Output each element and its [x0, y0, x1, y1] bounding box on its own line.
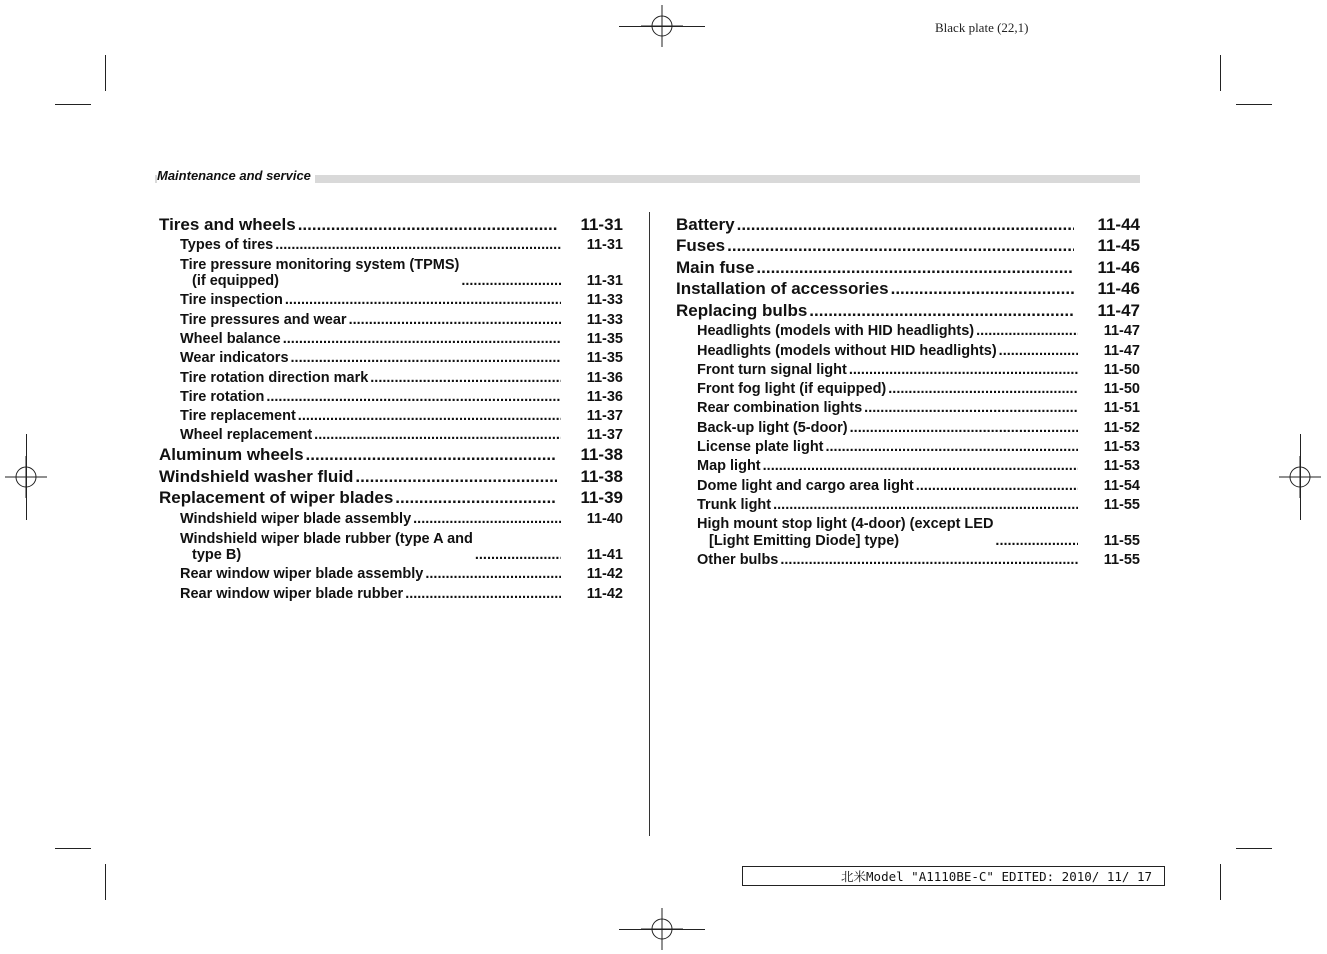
dot-leader: [298, 408, 561, 425]
toc-entry-title: [676, 300, 807, 321]
crop-mark: [1300, 434, 1301, 520]
toc-entry[interactable]: [159, 566, 623, 583]
toc-entry-title: [697, 343, 997, 360]
toc-entry-text: Back-up light (5-door): [697, 419, 848, 436]
toc-entry-page: 11-31: [586, 273, 623, 290]
toc-entry[interactable]: [676, 497, 1140, 514]
edition-footer: 北米Model "A1110BE-C" EDITED: 2010/ 11/ 17: [742, 866, 1165, 886]
toc-entry[interactable]: [676, 256, 1140, 278]
dot-leader: [413, 511, 561, 528]
toc-entry-page: 11-37: [586, 427, 623, 444]
toc-entry[interactable]: [676, 516, 1140, 549]
toc-entry-title: [697, 323, 974, 340]
toc-entry-label: [180, 312, 561, 329]
toc-entry-text: Installation of accessories: [676, 279, 889, 298]
toc-entry-text: Dome light and cargo area light: [697, 477, 914, 494]
toc-entry-label: [159, 214, 557, 235]
toc-entry[interactable]: [676, 400, 1140, 417]
toc-entry-text: Windshield wiper blade assembly: [180, 511, 412, 528]
toc-entry-page: 11-31: [586, 237, 623, 254]
toc-entry-page: 11-46: [1097, 279, 1140, 298]
toc-entry-label: [180, 257, 561, 290]
section-title: Maintenance and service: [157, 168, 315, 183]
toc-entry-text: Windshield wiper blade rubber (type A and: [180, 530, 473, 547]
toc-entry-text: Windshield washer fluid: [159, 466, 354, 486]
plate-label: Black plate (22,1): [935, 20, 1029, 35]
dot-leader: [850, 420, 1078, 437]
dot-leader: [395, 487, 557, 508]
crop-mark: [619, 929, 705, 930]
toc-entry-page: 11-55: [1103, 552, 1140, 569]
toc-entry-continuation: [Light Emitting Diode] type): [709, 532, 900, 549]
toc-entry-page: 11-35: [586, 350, 623, 367]
toc-left-column: [159, 213, 623, 602]
dot-leader: [283, 331, 561, 348]
dot-leader: [826, 439, 1079, 456]
toc-entry-title: [180, 408, 296, 425]
toc-entry-label: [159, 466, 557, 487]
toc-entry-title: [180, 312, 347, 329]
toc-entry-page: 11-55: [1103, 532, 1140, 549]
toc-entry-title: [180, 237, 273, 254]
toc-entry[interactable]: [159, 213, 623, 235]
toc-entry-label: [180, 389, 561, 406]
toc-entry-page: 11-55: [1103, 496, 1140, 513]
toc-entry-text: Headlights (models without HID headlights): [697, 342, 997, 359]
toc-entry[interactable]: [159, 408, 623, 425]
toc-entry-label: [676, 278, 1074, 299]
toc-entry-page: 11-47: [1103, 323, 1140, 340]
dot-leader: [864, 400, 1078, 417]
toc-entry-text: Front turn signal light: [697, 361, 847, 378]
toc-entry-label: [676, 300, 1074, 321]
dot-leader: [809, 300, 1074, 321]
toc-entry-text: Aluminum wheels: [159, 445, 304, 465]
toc-entry-label: [697, 516, 1078, 549]
toc-entry-title: [697, 381, 886, 398]
toc-entry-label: [676, 235, 1074, 256]
dot-leader: [266, 389, 561, 406]
toc-entry-label: [159, 487, 557, 508]
toc-entry-label: [697, 343, 1078, 360]
toc-entry-label: [180, 331, 561, 348]
toc-entry-title: [180, 531, 473, 564]
toc-entry-title: [180, 292, 283, 309]
toc-entry-title: [697, 552, 778, 569]
toc-entry[interactable]: [676, 362, 1140, 379]
dot-leader: [780, 552, 1078, 569]
toc-entry-label: [180, 237, 561, 254]
toc-entry-page: 11-45: [1097, 236, 1140, 255]
dot-leader: [849, 362, 1078, 379]
toc-entry-title: [676, 235, 725, 256]
toc-entry-text: Wear indicators: [180, 350, 289, 367]
toc-entry[interactable]: [676, 478, 1140, 495]
toc-entry-page: 11-39: [580, 488, 623, 508]
dot-leader: [405, 586, 561, 603]
dot-leader: [763, 458, 1078, 475]
toc-entry-title: [676, 278, 889, 299]
toc-entry-page: 11-47: [1097, 300, 1140, 320]
toc-entry-title: [697, 400, 862, 417]
dot-leader: [888, 381, 1078, 398]
toc-entry-title: [180, 331, 281, 348]
crop-mark: [26, 434, 27, 520]
toc-entry-label: [697, 497, 1078, 514]
dot-leader: [314, 427, 561, 444]
toc-entry-text: Replacing bulbs: [676, 300, 808, 320]
toc-entry-label: [180, 586, 561, 603]
toc-entry-page: 11-38: [580, 466, 623, 486]
dot-leader: [727, 235, 1074, 256]
toc-entry-label: [180, 350, 561, 367]
dot-leader: [999, 343, 1078, 360]
toc-entry-text: Front fog light (if equipped): [697, 381, 887, 398]
toc-entry[interactable]: [159, 444, 623, 466]
dot-leader: [355, 466, 557, 487]
toc-entry-page: 11-40: [586, 511, 623, 528]
crop-mark: [619, 26, 705, 27]
toc-entry-label: [697, 420, 1078, 437]
toc-entry-label: [697, 478, 1078, 495]
toc-entry-title: [159, 466, 353, 487]
toc-entry-text: Types of tires: [180, 237, 274, 254]
toc-entry-title: [180, 566, 423, 583]
toc-entry[interactable]: [159, 257, 623, 290]
toc-entry-title: [159, 487, 393, 508]
toc-entry-text: Replacement of wiper blades: [159, 488, 394, 508]
toc-entry-text: Tire rotation: [180, 388, 265, 405]
toc-entry-page: 11-31: [580, 214, 623, 234]
toc-entry-page: 11-42: [586, 585, 623, 602]
toc-entry[interactable]: [676, 458, 1140, 475]
toc-entry-page: 11-51: [1103, 400, 1140, 417]
toc-entry-text: Tire pressures and wear: [180, 311, 347, 328]
toc-entry-title: [180, 389, 264, 406]
toc-entry-label: [676, 257, 1074, 278]
toc-entry[interactable]: [676, 323, 1140, 340]
toc-entry-label: [697, 552, 1078, 569]
toc-entry-page: 11-42: [586, 566, 623, 583]
toc-entry-page: 11-36: [586, 369, 623, 386]
dot-leader: [370, 370, 561, 387]
toc-entry-text: Tire inspection: [180, 292, 283, 309]
toc-entry-title: [697, 458, 761, 475]
toc-entry[interactable]: [159, 350, 623, 367]
toc-entry-text: Battery: [676, 214, 735, 234]
toc-entry-title: [697, 439, 824, 456]
toc-entry-label: [697, 400, 1078, 417]
toc-entry-label: [697, 439, 1078, 456]
toc-entry-title: [180, 257, 459, 290]
toc-entry-text: Rear combination lights: [697, 400, 863, 417]
toc-entry-label: [676, 214, 1074, 235]
toc-entry-page: 11-52: [1103, 419, 1140, 436]
toc-entry[interactable]: [676, 343, 1140, 360]
column-divider: [649, 212, 650, 836]
toc-entry-title: [180, 511, 411, 528]
toc-entry-text: Fuses: [676, 236, 726, 255]
toc-entry-page: 11-47: [1103, 342, 1140, 359]
toc-entry[interactable]: [159, 331, 623, 348]
toc-entry-label: [180, 370, 561, 387]
dot-leader: [737, 214, 1074, 235]
toc-entry-text: High mount stop light (4-door) (except LED: [697, 516, 994, 533]
toc-right-column: [676, 213, 1140, 569]
toc-entry-text: Headlights (models with HID headlights): [697, 323, 975, 340]
dot-leader: [756, 257, 1074, 278]
toc-entry-text: Tire replacement: [180, 408, 296, 425]
crop-mark: [1220, 864, 1221, 900]
toc-entry-continuation: (if equipped): [192, 273, 279, 290]
toc-entry[interactable]: [159, 487, 623, 509]
toc-entry[interactable]: [159, 427, 623, 444]
toc-entry-label: [697, 323, 1078, 340]
dot-leader: [475, 547, 561, 564]
toc-entry-text: Rear window wiper blade assembly: [180, 566, 424, 583]
toc-entry-text: Wheel replacement: [180, 427, 313, 444]
toc-entry-title: [697, 420, 848, 437]
toc-entry-page: 11-37: [586, 408, 623, 425]
toc-entry-page: 11-33: [586, 311, 623, 328]
toc-entry-label: [180, 566, 561, 583]
toc-entry-page: 11-44: [1097, 214, 1140, 234]
toc-entry-text: Tire pressure monitoring system (TPMS): [180, 256, 460, 273]
toc-entry-text: Wheel balance: [180, 330, 281, 347]
toc-entry-title: [180, 370, 368, 387]
toc-entry-text: Rear window wiper blade rubber: [180, 585, 404, 602]
toc-entry[interactable]: [159, 370, 623, 387]
toc-entry-text: Trunk light: [697, 496, 772, 513]
toc-entry-text: Map light: [697, 458, 761, 475]
toc-entry[interactable]: [676, 381, 1140, 398]
toc-entry-label: [697, 381, 1078, 398]
toc-entry-label: [180, 408, 561, 425]
crop-mark: [1236, 104, 1272, 105]
toc-entry-text: Main fuse: [676, 257, 755, 277]
toc-entry[interactable]: [159, 312, 623, 329]
toc-entry-title: [697, 478, 914, 495]
toc-entry[interactable]: [159, 292, 623, 309]
toc-entry-label: [697, 458, 1078, 475]
toc-entry-page: 11-41: [586, 547, 623, 564]
toc-entry-title: [697, 497, 771, 514]
toc-entry[interactable]: [676, 299, 1140, 321]
toc-entry-page: 11-53: [1103, 439, 1140, 456]
toc-entry-page: 11-53: [1103, 458, 1140, 475]
dot-leader: [976, 323, 1078, 340]
toc-entry-page: 11-33: [586, 292, 623, 309]
toc-entry-page: 11-50: [1103, 361, 1140, 378]
toc-entry-page: 11-35: [586, 330, 623, 347]
dot-leader: [285, 292, 561, 309]
toc-entry[interactable]: [676, 213, 1140, 235]
toc-entry-title: [697, 516, 993, 549]
toc-entry-page: 11-38: [580, 445, 623, 465]
toc-entry-title: [676, 214, 735, 235]
toc-entry-text: Tires and wheels: [159, 214, 296, 234]
toc-entry[interactable]: [676, 420, 1140, 437]
toc-entry[interactable]: [159, 511, 623, 528]
toc-entry[interactable]: [676, 235, 1140, 257]
toc-entry-text: License plate light: [697, 439, 824, 456]
crop-mark: [105, 864, 106, 900]
dot-leader: [425, 566, 561, 583]
dot-leader: [995, 533, 1078, 550]
toc-entry[interactable]: [159, 465, 623, 487]
toc-entry-title: [159, 444, 304, 465]
toc-entry[interactable]: [676, 439, 1140, 456]
toc-entry-title: [697, 362, 847, 379]
dot-leader: [298, 214, 557, 235]
toc-entry-page: 11-46: [1097, 257, 1140, 277]
crop-mark: [55, 104, 91, 105]
toc-entry-title: [180, 586, 403, 603]
toc-entry[interactable]: [676, 552, 1140, 569]
toc-entry[interactable]: [159, 389, 623, 406]
dot-leader: [291, 350, 561, 367]
toc-entry-title: [180, 427, 312, 444]
toc-entry-page: 11-54: [1103, 477, 1140, 494]
toc-entry[interactable]: [159, 586, 623, 603]
toc-entry-page: 11-50: [1103, 381, 1140, 398]
toc-entry-title: [676, 257, 754, 278]
toc-entry-page: 11-36: [586, 388, 623, 405]
toc-entry-continuation: type B): [192, 547, 242, 564]
crop-mark: [1220, 55, 1221, 91]
toc-entry[interactable]: [159, 531, 623, 564]
dot-leader: [773, 497, 1078, 514]
crop-mark: [55, 848, 91, 849]
dot-leader: [349, 312, 561, 329]
dot-leader: [461, 273, 561, 290]
toc-entry[interactable]: [159, 237, 623, 254]
toc-entry-label: [180, 531, 561, 564]
toc-entry-label: [180, 427, 561, 444]
toc-entry-label: [697, 362, 1078, 379]
toc-entry-title: [180, 350, 289, 367]
crop-mark: [105, 55, 106, 91]
toc-entry-label: [180, 511, 561, 528]
dot-leader: [916, 478, 1078, 495]
toc-entry-title: [159, 214, 296, 235]
dot-leader: [306, 444, 557, 465]
crop-mark: [1236, 848, 1272, 849]
toc-entry-label: [180, 292, 561, 309]
toc-entry-text: Other bulbs: [697, 552, 779, 569]
dot-leader: [891, 278, 1074, 299]
toc-entry[interactable]: [676, 278, 1140, 300]
dot-leader: [275, 237, 561, 254]
toc-entry-text: Tire rotation direction mark: [180, 369, 369, 386]
toc-entry-label: [159, 444, 557, 465]
